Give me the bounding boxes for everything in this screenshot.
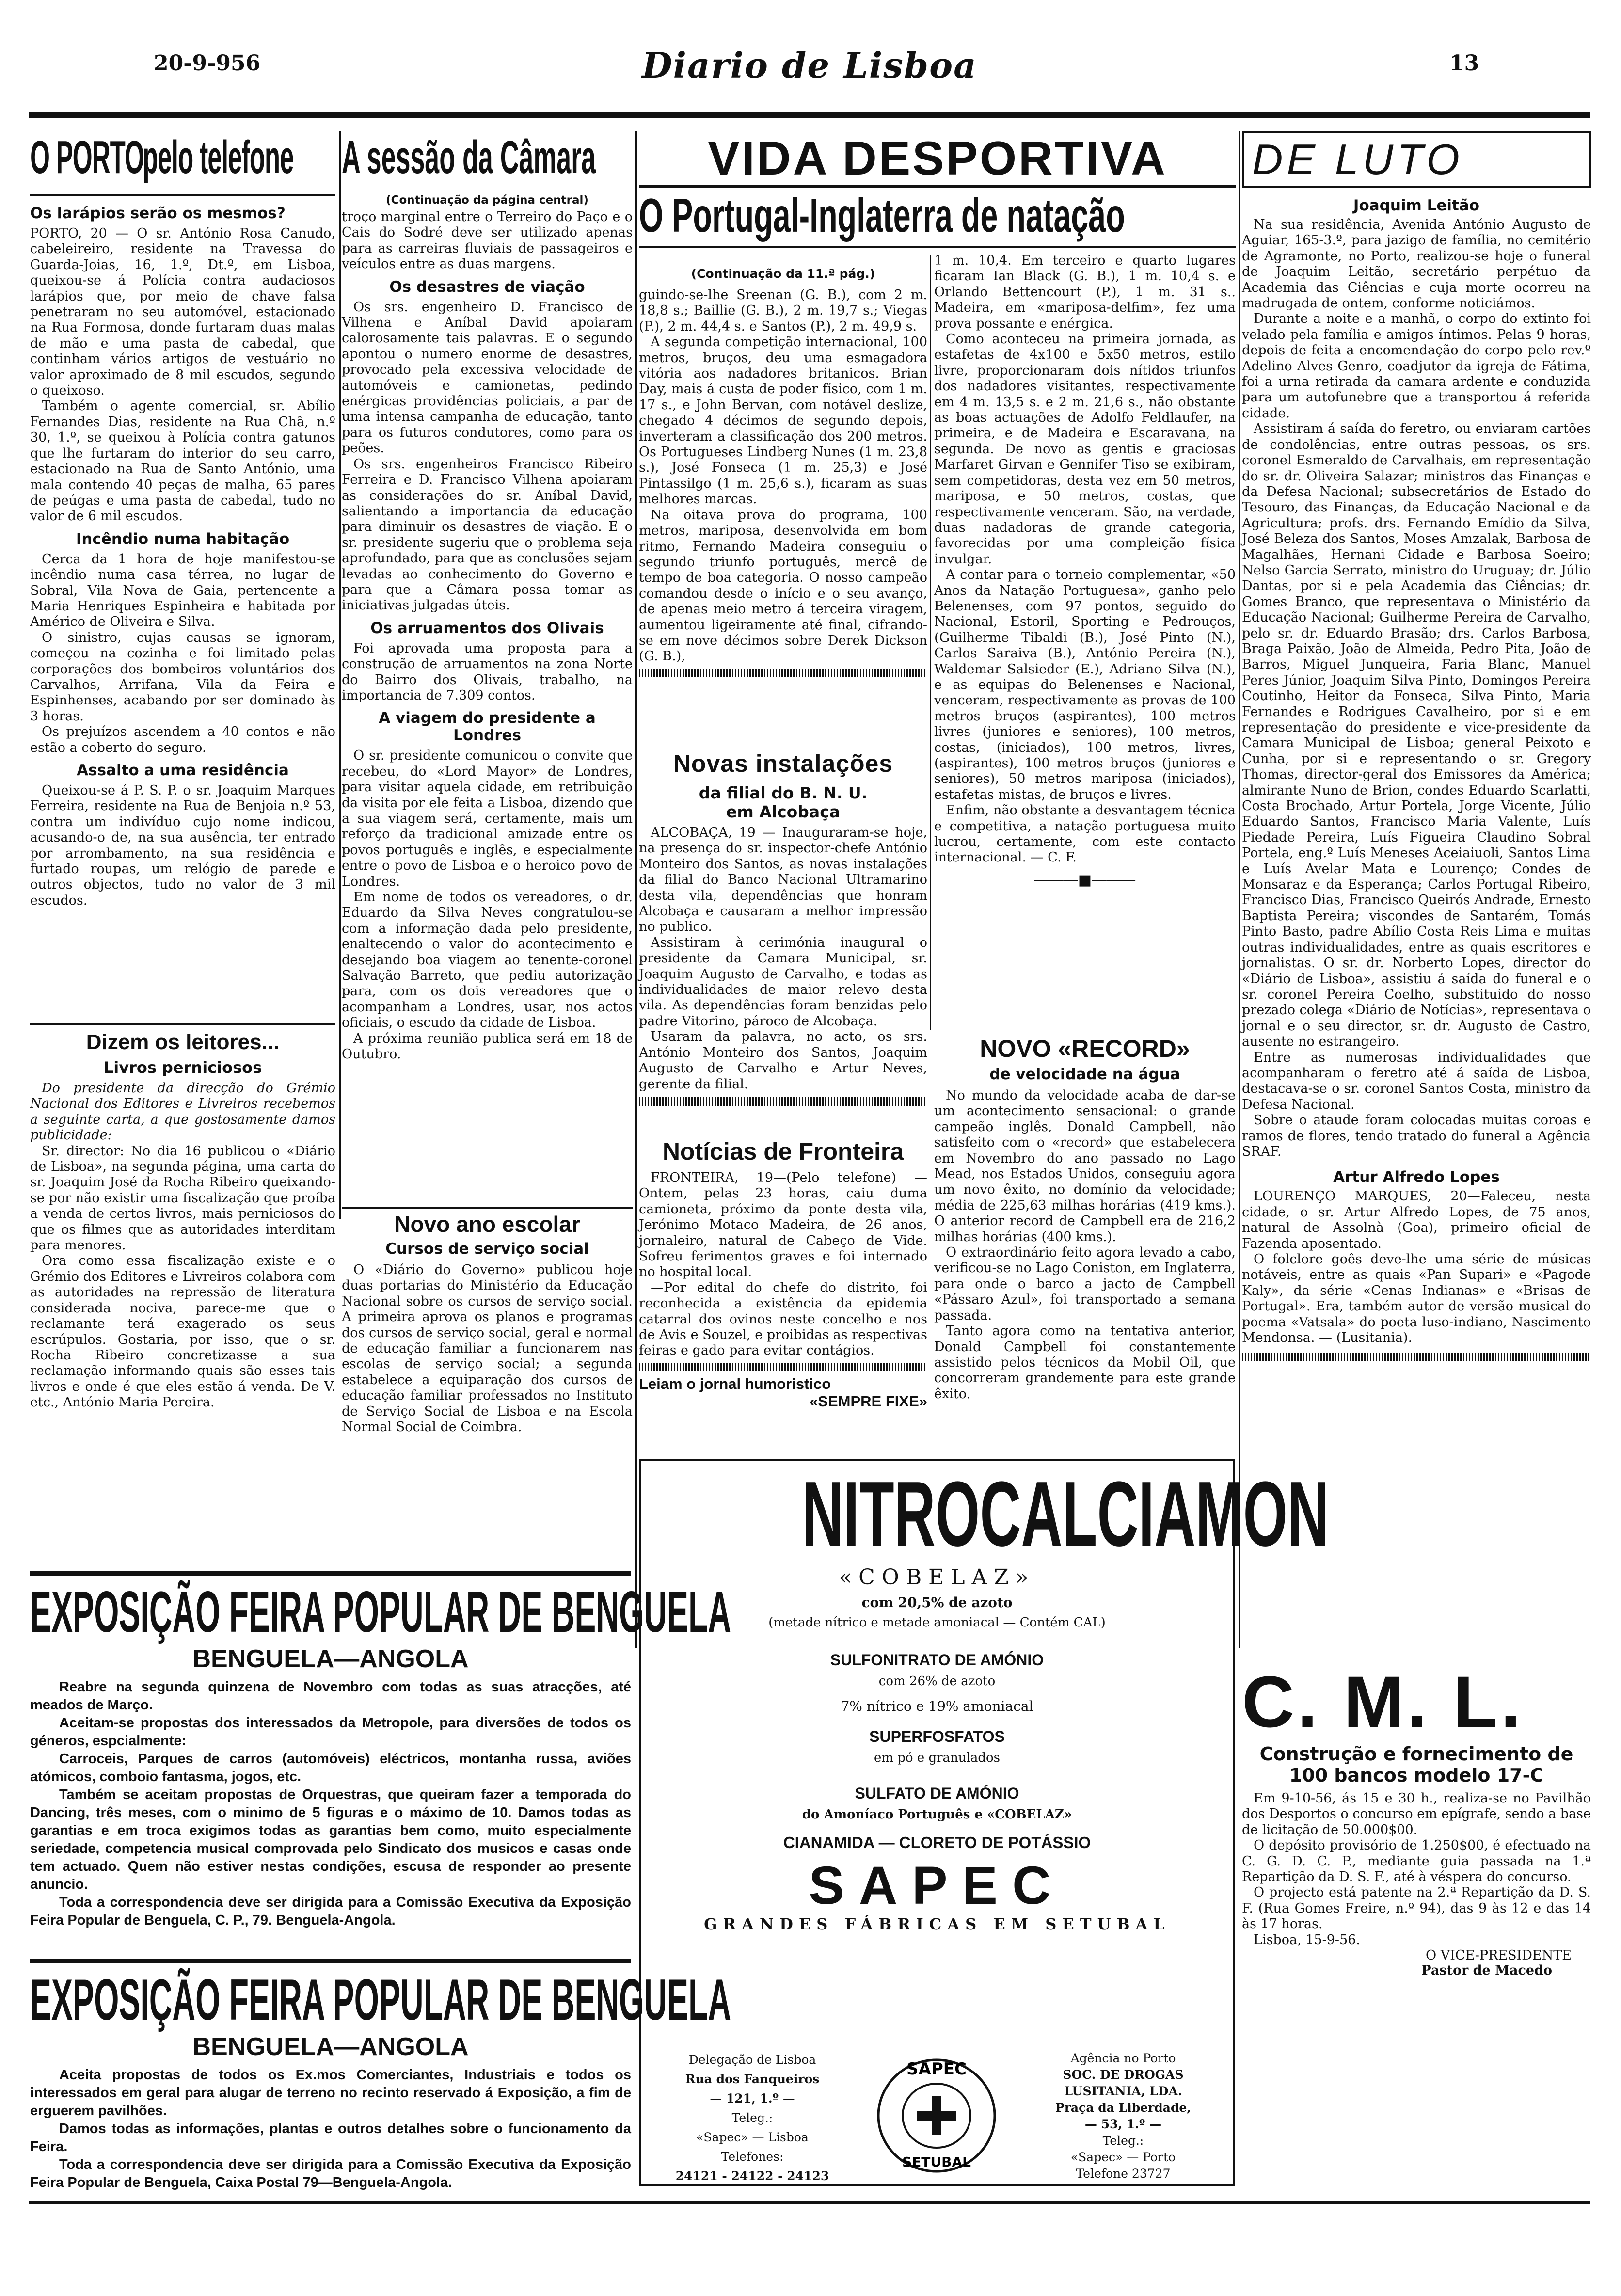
nitro-metade: (metade nítrico e metade amoniacal — Contém CAL)	[768, 1615, 1106, 1630]
nitro-sulfon-b: 7% nítrico e 19% amoniacal	[841, 1698, 1033, 1714]
porto-p6: Queixou-se á P. S. P. o sr. Joaquim Marques Ferreira, residente na Rua de Benjoia n.º 53, contra um indivíduo cujo nome indicou, acusando-o de, na sua ausência, ter entrado por arrombamento, na sua residência e furtado roupas, um relógio de parede e outros objectos, tudo no valor de 3 mil escudos.	[30, 783, 335, 908]
camara-p6: Em nome de todos os vereadores, o dr. Eduardo da Silva Neves congratulou-se com a informação dada pelo presidente, enaltecendo o valor do acontecimento e desejando boa viagem ao tenente-coronel Salvação Barreto, que pediu autorização para, com os dois vereadores que o acompanham a Londres, usar, nos actos oficiais, o escudo da cidade de Lisboa.	[342, 890, 633, 1031]
fronteira-p2: —Por edital do chefe do distrito, foi reconhecida a existência da epidemia catarral dos ovinos neste concelho e nos de Avis e Souzel, e proibidas as respectivas feiras e gado para evitar contágios.	[639, 1280, 928, 1358]
porto-p1: PORTO, 20 — O sr. António Rosa Canudo, cabeleireiro, residente na Travessa do Guarda-Joias, 16, 1.º, Dt.º, em Lisboa, queixou-se á Polícia contra audaciosos larápios que, por meio de chave falsa penetraram no seu automóvel, estacionado na Rua Formosa, donde furtaram duas malas de mão e uma pasta de cabedal, que continham vários artigos de vestuário no valor aproximado de 8 mil escudos, segundo o queixoso.	[30, 226, 335, 399]
sport-headline: O Portugal-Inglaterra de natação	[639, 189, 1125, 242]
cml-p3: O projecto está patente na 2.ª Repartição da D. S. F. (Rua Gomes Freire, n.º 94), das 9 às 12 e das 14 às 17 horas.	[1242, 1885, 1591, 1932]
luto-p4: Entre as numerosas individualidades que acompanharam o feretro até á saída de Lisboa, destacava-se o sr. coronel Santos Costa, ministro da Defesa Nacional.	[1242, 1050, 1591, 1112]
nitro-left-3: Teleg.:	[731, 2111, 773, 2125]
porto-p4: O sinistro, cujas causas se ignoram, começou na cozinha e foi limitado pelas corporações dos bombeiros voluntários dos Carvalhos, Arrifana, Vila da Feira e Espinhenses, acabando por ser dominado às 3 horas.	[30, 630, 335, 724]
nitro-right-4: — 53, 1.º —	[1084, 2117, 1162, 2131]
luto-p1: Na sua residência, Avenida António Augusto de Aguiar, 165-3.º, para jazigo de família, no cemitério de Agramonte, no Porto, realizou-se hoje o funeral de Joaquim Leitão, secretário perpétuo da Academia das Ciências e cuja morte ocorreu na madrugada de ontem, conforme noticiámos.	[1242, 217, 1591, 311]
leitores-title: Dizem os leitores...	[86, 1030, 280, 1054]
benguela1-sub: BENGUELA—ANGOLA	[192, 1645, 469, 1673]
leitores-intro: Do presidente da direcção do Grémio Nacional dos Editores e Livreiros recebemos a seguinte carta, a que gostosamente damos publicidade:	[30, 1081, 335, 1143]
nitro-left-5: Telefones:	[721, 2150, 784, 2164]
porto-p3: Cerca da 1 hora de hoje manifestou-se incêndio numa casa térrea, no lugar de Sobral, Vila Nova de Gaia, pertencente a Maria Henriques Espinheira e habitada por Américo de Oliveira e Silva.	[30, 551, 335, 630]
bnu-p2: Assistiram à cerimónia inaugural o presidente da Camara Municipal, sr. Joaquim Augusto de Carvalho, e todas as individualidades de maior relevo desta vila. As dependências foram benzidas pelo padre Vitorino, pároco de Alcobaça.	[639, 935, 927, 1029]
porto-article	[30, 131, 335, 909]
nitro-right-3: Praça da Liberdade,	[1055, 2101, 1192, 2115]
benguela2-sub: BENGUELA—ANGOLA	[192, 2033, 469, 2061]
record-article	[934, 1033, 1236, 1402]
nitro-left-6: 24121 - 24122 - 24123	[675, 2169, 829, 2183]
fronteira-p1: FRONTEIRA, 19—(Pelo telefone) —Ontem, pelas 23 horas, caiu duma camioneta, próximo da ponte desta vila, Jerónimo Motaco Madeira, de 26 anos, jornaleiro, natural de Cabeço de Vide. Sofreu ferimentos graves e foi internado no hospital local.	[639, 1170, 927, 1280]
cml-sign-c: Pastor de Macedo	[1421, 1963, 1552, 1978]
benguela-ad-1	[30, 1571, 731, 1929]
nitro-headline: NITROCALCIAMON	[802, 1463, 1329, 1565]
bnu-sub: da filial do B. N. U. em Alcobaça	[699, 783, 868, 821]
camara-p7: A próxima reunião publica será em 18 de Outubro.	[342, 1031, 633, 1062]
bottom-rule	[29, 2201, 1590, 2204]
escolar-sub: Cursos de serviço social	[385, 1240, 589, 1258]
porto-headline	[30, 131, 335, 196]
camara-sub-2: Os arruamentos dos Olivais	[370, 619, 604, 637]
luto-sub-2: Artur Alfredo Lopes	[1333, 1168, 1500, 1186]
cml-p1: Em 9-10-56, ás 15 e 30 h., realiza-se no Pavilhão dos Desportos o concurso em epígrafe, sendo a base de licitação de 50.000$00.	[1242, 1791, 1591, 1837]
nitro-grandes: GRANDES FÁBRICAS EM SETUBAL	[704, 1915, 1170, 1933]
nitro-cianamida: CIANAMIDA — CLORETO DE POTÁSSIO	[783, 1834, 1091, 1851]
sport-c1-p2: A segunda competição internacional, 100 metros, bruços, deu uma esmagadora vitória aos nadadores britanicos. Brian Day, mais á custa de poder físico, com 1 m. 17 s., e John Bervan, com notável deslize, chegado 4 décimos de segundo depois, inverteram a classificação dos 200 metros. Os Portugueses Lindberg Nunes (1 m. 23,8 s.), José Fonseca (1 m. 25,3) e José Pintassilgo (1 m. 25,6 s.), ficaram as suas melhores marcas.	[639, 335, 927, 507]
sport-c1-p1: guindo-se-lhe Sreenan (G. B.), com 2 m. 18,8 s.; Baillie (G. B.), 2 m. 19,7 s.; Viegas (P.), 2 m. 44,4 s. e Santos (P.), 2 m. 49,9 s.	[639, 287, 927, 334]
porto-sub-3: Assalto a uma residência	[77, 762, 289, 779]
benguela1-p2: Aceitam-se propostas dos interessados da Metropole, para diversões de todos os géneros, espcialmente:	[30, 1715, 631, 1749]
benguela1-p5: Toda a correspondencia deve ser dirigida para a Comissão Executiva da Exposição Feira Popular de Benguela, C. P., 79. Benguela-Angola.	[30, 1895, 631, 1928]
sport-col-a	[639, 253, 927, 677]
porto-headline-b: pelo telefone	[142, 131, 294, 183]
benguela2-headline: EXPOSIÇÃO FEIRA POPULAR DE BENGUELA	[30, 1967, 731, 2032]
cml-sign-a: Lisboa, 15-9-56.	[1254, 1932, 1360, 1947]
nitro-right-0: Agência no Porto	[1070, 2051, 1176, 2065]
record-title: NOVO «RECORD»	[980, 1035, 1190, 1062]
nitro-sulfon-a: com 26% de azoto	[878, 1674, 996, 1689]
record-p1: No mundo da velocidade acaba de dar-se um acontecimento sensacional: o grande campeão inglês, Donald Campbell, não satisfeito com o «record» que estabelecera em Novembro do ano passado no Lago Mead, nos Estados Unidos, conseguiu agora um novo êxito, no domínio da velocidade; média de 225,63 milhas horárias (419 kms.). O anterior record de Campbell era de 216,2 milhas horárias (400 kms.).	[934, 1088, 1236, 1244]
luto-p7: O folclore goês deve-lhe uma série de músicas notáveis, entre as quais «Pan Supari» e «Pagode Kaly», da série «Cenas Indianas» e «Brisas de Portugal». Era, também autor de versão musical do poema «Vatsala» do poeta luso-indiano, Nascimento Mendonsa. — (Lusitania).	[1242, 1252, 1591, 1346]
fronteira-article	[639, 1134, 927, 1410]
record-sub: de velocidade na água	[989, 1066, 1180, 1083]
leitores-p1: Sr. director: No dia 16 publicou o «Diário de Lisboa», na segunda página, uma carta do sr. Joaquim José da Rocha Ribeiro queixando-se por não existir uma fiscalização que proíba a venda de certos livros, mais perniciosos do que os filmes que as autoridades interditam para menores.	[30, 1143, 335, 1253]
escolar-article	[342, 1208, 633, 1435]
camara-p2: Os srs. engenheiro D. Francisco de Vilhena e Aníbal David apoiaram calorosamente tais palavras. E o segundo apontou o numero enorme de desastres, provocado pela excessiva velocidade de automóveis e camionetas, pedindo enérgicas providências policiais, a par de uma intensa campanha de educação, tanto para os futuros condutores, como para os peões.	[342, 299, 633, 456]
benguela-ad-2	[30, 1959, 731, 2192]
sapec-seal-top: SAPEC	[906, 2059, 967, 2079]
cml-p2: O depósito provisório de 1.250$00, é efectuado na C. G. D. C. P., mediante guia passada na 1.ª Repartição da D. S. F., até à véspera do concurso.	[1242, 1838, 1591, 1885]
sport-c2-p4: Enfim, não obstante a desvantagem técnica e competitiva, a natação portuguesa muito lucrou, certamente, com este contacto internacional. — C. F.	[934, 803, 1236, 865]
luto-p5: Sobre o ataude foram colocadas muitas coroas e ramos de flores, tendo tratado do funeral a Agência SRAF.	[1242, 1113, 1591, 1159]
bnu-p3: Usaram da palavra, no acto, os srs. António Monteiro dos Santos, Joaquim Augusto de Carvalho e Artur Neves, gerente da filial.	[639, 1029, 927, 1092]
camara-p4: Foi aprovada uma proposta para a construção de arruamentos na zona Norte do Bairro dos Olivais, trabalho, na importancia de 7.309 contos.	[342, 640, 633, 703]
fronteira-promo-b: «SEMPRE FIXE»	[810, 1392, 927, 1410]
nitro-sapec: SAPEC	[809, 1856, 1065, 1915]
luto-title: DE LUTO	[1242, 131, 1591, 188]
luto-article	[1242, 131, 1591, 1361]
nitro-superf: SUPERFOSFATOS	[869, 1728, 1005, 1745]
benguela1-headline: EXPOSIÇÃO FEIRA POPULAR DE BENGUELA	[30, 1579, 731, 1644]
camara-p3: Os srs. engenheiros Francisco Ribeiro Ferreira e D. Francisco Vilhena apoiaram as considerações do sr. Aníbal David, salientando a importancia da educação para diminuir os desastres de viação. E o sr. presidente sugeriu que o problema seja aprofundado, para que as conclusões sejam levadas ao conhecimento do Governo e para que a Câmara possa tomar as iniciativas julgadas úteis.	[342, 456, 633, 613]
luto-p3: Assistiram á saída do feretro, ou enviaram cartões de condolências, entre outras pessoas, os srs. coronel Esmeraldo de Carvalhais, em representação do sr. dr. Oliveira Salazar; ministros das Finanças e da Defesa Nacional; subsecretários de Estado do Tesouro, das Finanças, da Educação Nacional e da Agricultura; profs. drs. Fernando Emídio da Silva, José Beleza dos Santos, Moses Amzalak, Barbosa de Magalhães, Hernani Cidade e Barbosa Soeiro; Nelso Garcia Serrato, ministro do Uruguay; dr. Júlio Dantas, por si e pela Academia das Ciências; dr. Gomes Branco, que representava o Ministério da Educação Nacional; Guilherme Pereira de Carvalho, pelo sr. dr. Eduardo Brasão; drs. Carlos Barbosa, Braga Paixão, João de Almeida, Pedro Pita, João de Barros, Miguel Junqueira, Faria Blanc, Manuel Peres Júnior, Joaquim Silva Pinto, Domingos Pereira Coutinho, Heitor da Fonseca, Silva Pinto, Maria Fernandes e Rodrigues Cavalheiro, por si e em representação do presidente e vice-presidente da Camara Municipal de Lisboa; general Peixoto e Cunha, por si e representando o sr. Gregory Thomas, director-geral dos Emissores da América; almirante Nuno de Brion, condes Eduardo Scarlatti, Costa Brochado, Artur Portela, Jorge Vicente, Júlio Eduardo Santos, Francisco Maria Valente, Luís Piedade Pereira, Luís Figueira Claudino Sobral Portela, eng.º Luís Meneses Aceiaiuoli, Santos Lima e Luís Avelar Mata e Lourenço; Condes de Monsaraz e da Esperança; Carlos Portugal Ribeiro, Francisco Dias, Francisco Queirós Andrade, Ernesto Baptista Pereira; viscondes de Santarém, Tomás Pinto Basto, padre Abílio Costa Reis Lima e muitas outras individualidades, entre as quais escritores e jornalistas. O sr. dr. Norberto Lopes, director do «Diário de Lisboa», assistiu á saída do funeral e o sr. coronel Pereira Coelho, substituido do nosso prezado colega «Diário de Notícias», representava o jornal e o seu director, sr. dr. Augusto de Castro, ausente no estrangeiro.	[1242, 421, 1591, 1050]
luto-p6: LOURENÇO MARQUES, 20—Faleceu, nesta cidade, o sr. Artur Alfredo Lopes, de 75 anos, natural de Assolnà (Goa), primeiro oficial de Fazenda aposentado.	[1242, 1189, 1591, 1251]
cml-notice	[1242, 1663, 1591, 1978]
sapec-seal-bottom: SETUBAL	[902, 2154, 971, 2170]
sport-cont: (Continuação da 11.ª pág.)	[691, 267, 875, 281]
benguela2-p2: Damos todas as informações, plantas e outros detalhes sobre o funcionamento da Feira.	[30, 2121, 631, 2154]
nitro-porto	[1029, 2050, 1218, 2182]
leitores-sub: Livros perniciosos	[103, 1058, 262, 1077]
nitro-sulfon: SULFONITRATO DE AMÓNIO	[830, 1651, 1044, 1669]
camara-sub-1: Os desastres de viação	[389, 278, 585, 296]
benguela1-p1: Reabre na segunda quinzena de Novembro com todas as suas atracções, até meados de Março.	[30, 1679, 631, 1713]
record-p2: O extraordinário feito agora levado a cabo, verificou-se no Lago Coniston, em Inglaterra, para onde o barco a jacto de Campbell «Pássaro Azul», foi transportado a semana passada.	[934, 1245, 1236, 1323]
cml-title: C. M. L.	[1242, 1661, 1524, 1742]
record-p3: Tanto agora como na tentativa anterior, Donald Campbell foi constantemente assistido pelos técnicos da Mobil Oil, que concorreram grandemente para este grande êxito.	[934, 1323, 1236, 1402]
sport-c2-p3: A contar para o torneio complementar, «50 Anos da Natação Portuguesa», ganho pelo Belenenses, com 97 pontos, seguido do Nacional, Estoril, Sporting e Pedrouços, (Guilherme Tibaldi (B.), José Pinto (N.), Carlos Saraiva (B.), António Pereira (N.), Waldemar Salsieder (E.), Adriano Silva (N.), e as equipas do Belenenses e Nacional, venceram, respectivamente as provas de 100 metros bruços (aspirantes), 100 metros livres (juniores e seniores), 100 metros, costas, (iniciados), 100 metros, livres, (aspirantes), 100 metros bruços (juniores e seniores), 50 metros mariposa (iniciados), estafetas mistas, de bruços e livres.	[934, 567, 1236, 802]
benguela1-p3: Carroceis, Parques de carros (automóveis) eléctricos, montanha russa, aviões atómicos, comboio fantasma, jogos, etc.	[30, 1751, 631, 1785]
nitro-left-1: Rua dos Fanqueiros	[685, 2072, 820, 2086]
nitro-right-1: SOC. DE DROGAS	[1063, 2068, 1184, 2082]
fronteira-promo-a: Leiam o jornal humoristico	[639, 1375, 831, 1392]
sport-col-b: 1 m. 10,4. Em terceiro e quarto lugares ficaram Ian Black (G. B.), 1 m. 10,4 s. e Orlando Bettencourt (P.), 1 m. 31 s.. Madeira, em «mariposa-delfim», fez uma prova possante e enérgica. Como aconteceu na primeira jornada, as estafetas de 4x100 e 5x50 metros, estilo livre, proporcionaram dois nítidos triunfos dos nadadores visitantes, respectivamente em 4 m. 13,5 s. e 2 m. 21,6 s., não obstante as boas actuações de Adolfo Feldlaufer, na primeira, e de Madeira e Escaravana, na segunda. De novo as gentis e graciosas Marfaret Girvan e Gennifer Tiso se exibiram, sem competidoras, desta vez em 50 metros, mariposa, e 50 metros, costas, que respectivamente venceram. São, na verdade, duas nadadoras de grande categoria, favorecidas por uma compleição física invulgar. A contar para o torneio complementar, «50 Anos da Natação Portuguesa», ganho pelo Belenenses, com 97 pontos, seguido do Nacional, Estoril, Sporting e Pedrouços, (Guilherme Tibaldi (B.), José Pinto (N.), Carlos Saraiva (B.), António Pereira (N.), Waldemar Salsieder (E.), Adriano Silva (N.), e as equipas do Belenenses e Nacional, venceram, respectivamente as provas de 100 metros bruços (aspirantes), 100 metros livres (juniores e seniores), 100 metros, costas, (iniciados), 100 metros, livres, (aspirantes), 100 metros bruços (juniores e seniores), 50 metros mariposa (iniciados), estafetas mistas, de bruços e livres. Enfim, não obstante a desvantagem técnica e competitiva, a natação portuguesa muito lucrou, certamente, com este contacto internacional. — C. F. ―――■―――	[934, 253, 1236, 889]
sport-section	[639, 131, 1236, 248]
page-number: 13	[1449, 51, 1479, 76]
porto-sub-2: Incêndio numa habitação	[76, 530, 290, 548]
escolar-p1: O «Diário do Governo» publicou hoje duas portarias do Ministério da Educação Nacional sobre os cursos de serviço social. A primeira aprova os planos e programas dos cursos de serviço social, geral e normal de educação familiar a funcionarem nas escolas de serviço social; a segunda estabelece a equiparação dos cursos de educação familiar professados no Instituto de Serviço Social de Lisboa e na Escola Normal Social de Coimbra.	[342, 1262, 633, 1435]
nitro-right-7: Telefone 23727	[1076, 2167, 1171, 2181]
nitro-left-2: — 121, 1.º —	[710, 2091, 795, 2105]
camara-article	[342, 131, 633, 1063]
sapec-seal	[864, 2050, 1009, 2181]
camara-sub-3: A viagem do presidente a Londres	[379, 709, 596, 745]
nitro-right-5: Teleg.:	[1102, 2134, 1144, 2148]
benguela1-p4: Também se aceitam propostas de Orquestras, que queiram fazer a temporada do Dancing, três meses, com o minimo de 5 figuras e o máximo de 10. Damos todas as garantias e em troca exigimos todas as garantias bem como, muito especialmente seriedade, competencia musical comprovada pelo Sindicato dos musicos e casas onde tem actuado. Quem não estiver nestas condições, escusa de responder ao presente anuncio.	[30, 1787, 631, 1892]
camara-p1: troço marginal entre o Terreiro do Paço e o Cais do Sodré deve ser utilizado apenas para as carreiras fluviais de passageiros e veículos entre as duas margens.	[342, 209, 633, 272]
sport-c1-p3: Na oitava prova do programa, 100 metros, mariposa, desenvolvida em bom ritmo, Fernando Madeira conseguiu o segundo triunfo português, mercê de tempo de boa categoria. O nosso campeão comandou desde o início e o seu avanço, de apenas meio metro á terceira viragem, aumentou ligeiramente até final, cifrando-se em nove décimos sobre Derek Dickson (G. B.),	[639, 507, 927, 664]
leitores-p2: Ora como essa fiscalização existe e o Grémio dos Editores e Livreiros colabora com as autoridades na repressão de literatura considerada nociva, parece-me que o reclamante terá exagerado os seus escrúpulos. Gostaria, por isso, que o sr. Rocha Ribeiro concretizasse a sua reclamação informando quais são esses tais livros e onde é que eles estão á venda. De V. etc., António Maria Pereira.	[30, 1253, 335, 1410]
nitro-sulfato: SULFATO DE AMÓNIO	[855, 1785, 1019, 1802]
bnu-p1: ALCOBAÇA, 19 — Inauguraram-se hoje, na presença do sr. inspector-chefe António Monteiro dos Santos, as novas instalações da filial do Banco Nacional Ultramarino desta vila, dependências que honram Alcobaça e causaram a melhor impressão no publico.	[639, 825, 927, 935]
cml-sub: Construção e fornecimento de 100 bancos modelo 17-C	[1259, 1743, 1573, 1786]
masthead-rule	[29, 112, 1590, 118]
nitro-right-6: «Sapec» — Porto	[1070, 2150, 1176, 2164]
luto-p2: Durante a noite e a manhã, o corpo do extinto foi velado pela família e amigos íntimos. Pelas 9 horas, depois de feita a encomendação do corpo pelo rev.º Adelino Alves Genro, coadjutor da igreja de Fátima, foi a urna retirada da camara ardente e conduzida para um autofunebre que a transportou á referida cidade.	[1242, 311, 1591, 421]
nitro-left-0: Delegação de Lisboa	[688, 2053, 816, 2067]
nitro-right-2: LUSITANIA, LDA.	[1064, 2084, 1182, 2098]
masthead-title: Diario de Lisboa	[642, 45, 977, 86]
porto-sub-1: Os larápios serão os mesmos?	[30, 205, 286, 222]
nitro-left-4: «Sapec» — Lisboa	[696, 2130, 809, 2144]
bnu-title: Novas instalações	[673, 750, 893, 777]
porto-p5: Os prejuízos ascendem a 40 contos e não estão a coberto do seguro.	[30, 724, 335, 755]
bnu-article	[639, 747, 927, 1106]
porto-p2: Também o agente comercial, sr. Abílio Fernandes Dias, residente na Rua Chã, n.º 30, 1.º, se queixou à Polícia contra gatunos que lhe furtaram do interior do seu carro, estacionado na Rua de Santo António, uma mala contendo 40 peças de malha, 65 pares de peúgas e uma pasta de cabedal, tudo no valor de 6 mil escudos.	[30, 399, 335, 524]
sport-c2-p2: Como aconteceu na primeira jornada, as estafetas de 4x100 e 5x50 metros, estilo livre, proporcionaram dois nítidos triunfos dos nadadores visitantes, respectivamente em 4 m. 13,5 s. e 2 m. 21,6 s., não obstante as boas actuações de Adolfo Feldlaufer, na primeira, e de Madeira e Escaravana, na segunda. De novo as gentis e graciosas Marfaret Girvan e Gennifer Tiso se exibiram, sem competidoras, desta vez em 50 metros, mariposa, e 50 metros, costas, que respectivamente venceram. São, na verdade, duas nadadoras de grande categoria, favorecidas por uma compleição física invulgar.	[934, 332, 1236, 567]
leitores-article	[30, 1025, 335, 1411]
cml-sign-b: O VICE-PRESIDENTE	[1426, 1948, 1572, 1963]
nitro-lisboa	[660, 2050, 844, 2186]
camara-headline: A sessão da Câmara	[342, 131, 596, 183]
nitro-azoto: com 20,5% de azoto	[861, 1594, 1013, 1610]
sport-c2-p1: 1 m. 10,4. Em terceiro e quarto lugares ficaram Ian Black (G. B.), 1 m. 10,4 s. e Orlando Bettencourt (P.), 1 m. 31 s.. Madeira, em «mariposa-delfim», fez uma prova possante e enérgica.	[934, 253, 1236, 331]
sport-banner: VIDA DESPORTIVA	[639, 131, 1236, 188]
nitro-sulfato-a: do Amoníaco Português e «COBELAZ»	[802, 1807, 1072, 1822]
camara-cont: (Continuação da página central)	[386, 194, 588, 207]
benguela2-p1: Aceita propostas de todos os Ex.mos Comerciantes, Industriais e todos os interessados em geral para alugar de terreno no recinto reservado á Exposição, a fim de erguerem pavilhões.	[30, 2067, 631, 2119]
fronteira-title: Notícias de Fronteira	[662, 1138, 904, 1165]
escolar-title: Novo ano escolar	[394, 1212, 580, 1237]
nitro-cobelaz: «COBELAZ»	[839, 1565, 1035, 1590]
nitro-superf-a: em pó e granulados	[874, 1751, 1001, 1765]
masthead-date: 20-9-956	[154, 51, 261, 76]
porto-headline-a: O PORTO	[30, 131, 144, 183]
luto-sub-1: Joaquim Leitão	[1353, 197, 1480, 214]
camara-p5: O sr. presidente comunicou o convite que recebeu, do «Lord Mayor» de Londres, para visitar aquela cidade, em retribuição da visita por ele feita a Lisboa, dizendo que a sua viagem será, certamente, mais um reforço da tradicional amizade entre os povos português e inglês, e especialmente entre o povo de Lisboa e o heroico povo de Londres.	[342, 748, 633, 889]
benguela2-p3: Toda a correspondencia deve ser dirigida para a Comissão Executiva da Exposição Feira Popular de Benguela, Caixa Postal 79—Benguela-Angola.	[30, 2157, 631, 2190]
